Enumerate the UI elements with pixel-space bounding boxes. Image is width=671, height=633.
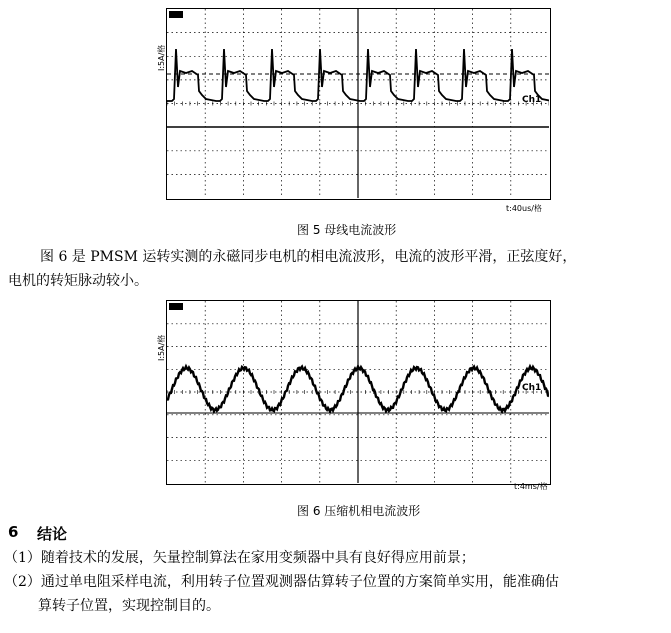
figure5-marker: [169, 11, 183, 18]
figure6-caption: 图 6 压缩机相电流波形: [297, 504, 421, 518]
list-item-2-line-2: 算转子位置，实现控制目的。: [38, 598, 220, 614]
figure6-graticule: [167, 301, 549, 483]
list-item-1: （1）随着技术的发展，矢量控制算法在家用变频器中具有良好得应用前景；: [4, 550, 475, 566]
figure6-time-label: t:4ms/格: [514, 482, 548, 491]
figure5-scope: [157, 8, 551, 213]
figure5-graticule: [167, 9, 549, 198]
paragraph-line-2: 电机的转矩脉动较小。: [8, 273, 148, 289]
figure5-channel-label: Ch1: [522, 95, 542, 105]
figure6-plot: [167, 301, 549, 483]
figure5-time-label: t:40us/格: [506, 204, 542, 213]
figure5-ylabel: I:5A/格: [157, 44, 166, 71]
figure5-plot: [167, 9, 549, 198]
list-item-2-line-1: （2）通过单电阻采样电流，利用转子位置观测器估算转子位置的方案简单实用，能准确估: [4, 574, 559, 590]
section-number: 6: [8, 523, 19, 541]
figure5-caption: 图 5 母线电流波形: [297, 223, 397, 237]
figure6-marker: [169, 303, 183, 310]
figure6-ylabel: I:5A/格: [157, 334, 166, 361]
paragraph-line-1: 图 6 是 PMSM 运转实测的永磁同步电机的相电流波形，电流的波形平滑，正弦度好，: [40, 249, 577, 265]
figure6-channel-label: Ch1: [522, 383, 542, 393]
figure6-scope: [157, 300, 551, 491]
section-title: 结论: [37, 525, 68, 543]
